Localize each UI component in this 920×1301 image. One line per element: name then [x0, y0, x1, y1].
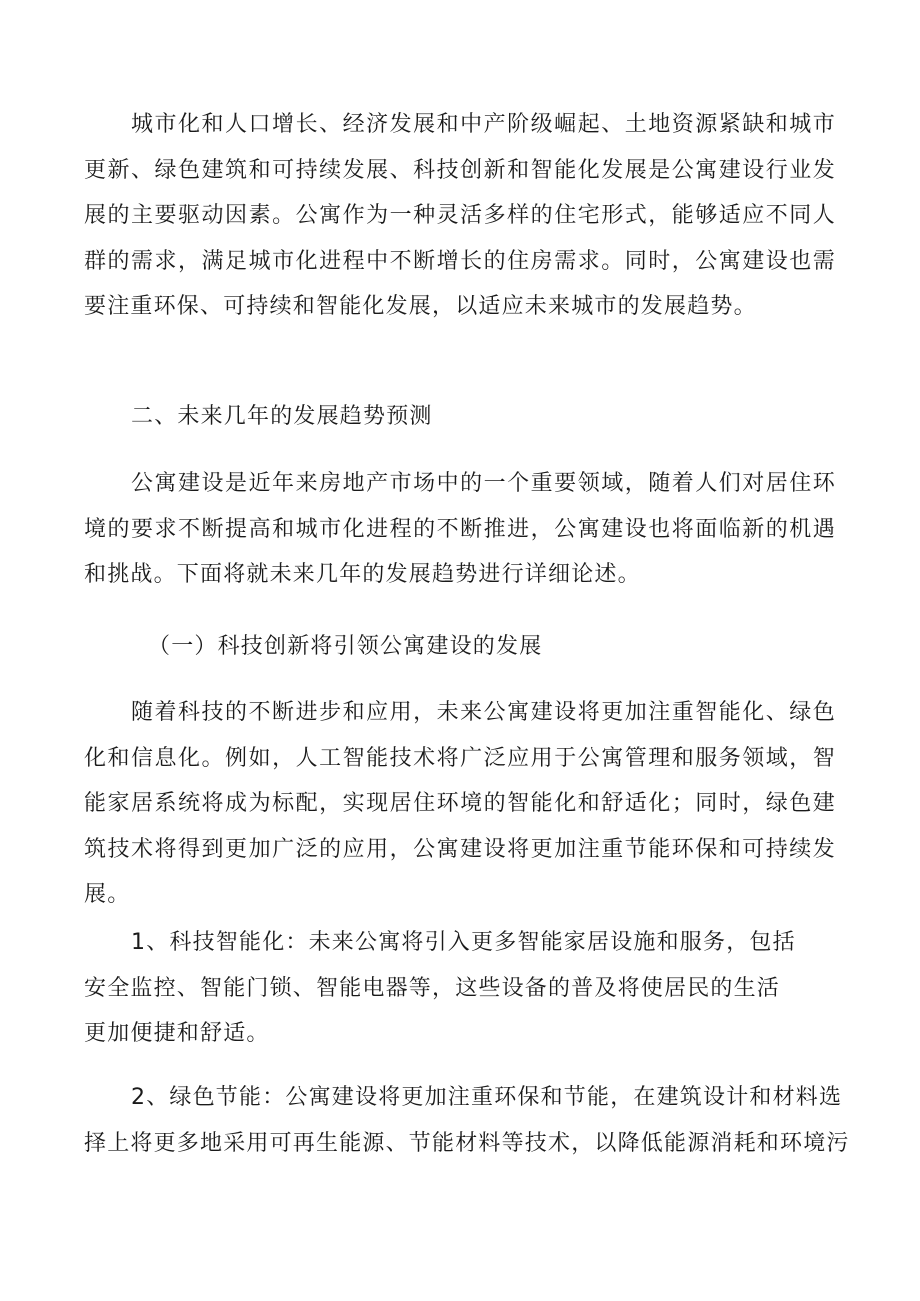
paragraph-drivers: 城市化和人口增长、经济发展和中产阶级崛起、土地资源紧缺和城市更新、绿色建筑和可持续发展、科技创新和智能化发展是公寓建设行业发展的主要驱动因素。公寓作为一种灵活多样的住宅形式，能够适应不同人群的需求，满足城市化进程中不断增长的住房需求。同时，公寓建设也需要注重环保、可持续和智能化发展，以适应未来城市的发展趋势。 [84, 112, 836, 319]
list-item-line: 1、科技智能化：未来公寓将引入更多智能家居设施和服务，包括 [131, 930, 796, 955]
list-item-green-energy [84, 1075, 850, 1166]
list-item-line: 更加便捷和舒适。 [84, 1021, 270, 1046]
list-item-tech-smart [84, 920, 844, 1057]
paragraph-trends-intro: 公寓建设是近年来房地产市场中的一个重要领域，随着人们对居住环境的要求不断提高和城市化进程的不断推进，公寓建设也将面临新的机遇和挑战。下面将就未来几年的发展趋势进行详细论述。 [84, 471, 836, 587]
subsection-heading-tech: （一）科技创新将引领公寓建设的发展 [148, 634, 543, 659]
list-item-line: 2、绿色节能：公寓建设将更加注重环保和节能，在建筑设计和材料选 [131, 1085, 843, 1110]
list-item-line: 安全监控、智能门锁、智能电器等，这些设备的普及将使居民的生活 [84, 975, 781, 1001]
section-heading-trends: 二、未来几年的发展趋势预测 [131, 404, 433, 429]
list-item-line: 择上将更多地采用可再生能源、节能材料等技术，以降低能源消耗和环境污 [84, 1130, 850, 1156]
paragraph-tech-innovation: 随着科技的不断进步和应用，未来公寓建设将更加注重智能化、绿色化和信息化。例如，人工智能技术将广泛应用于公寓管理和服务领域，智能家居系统将成为标配，实现居住环境的智能化和舒适化；同时，绿色建筑技术将得到更加广泛的应用，公寓建设将更加注重节能环保和可持续发展。 [84, 700, 836, 907]
